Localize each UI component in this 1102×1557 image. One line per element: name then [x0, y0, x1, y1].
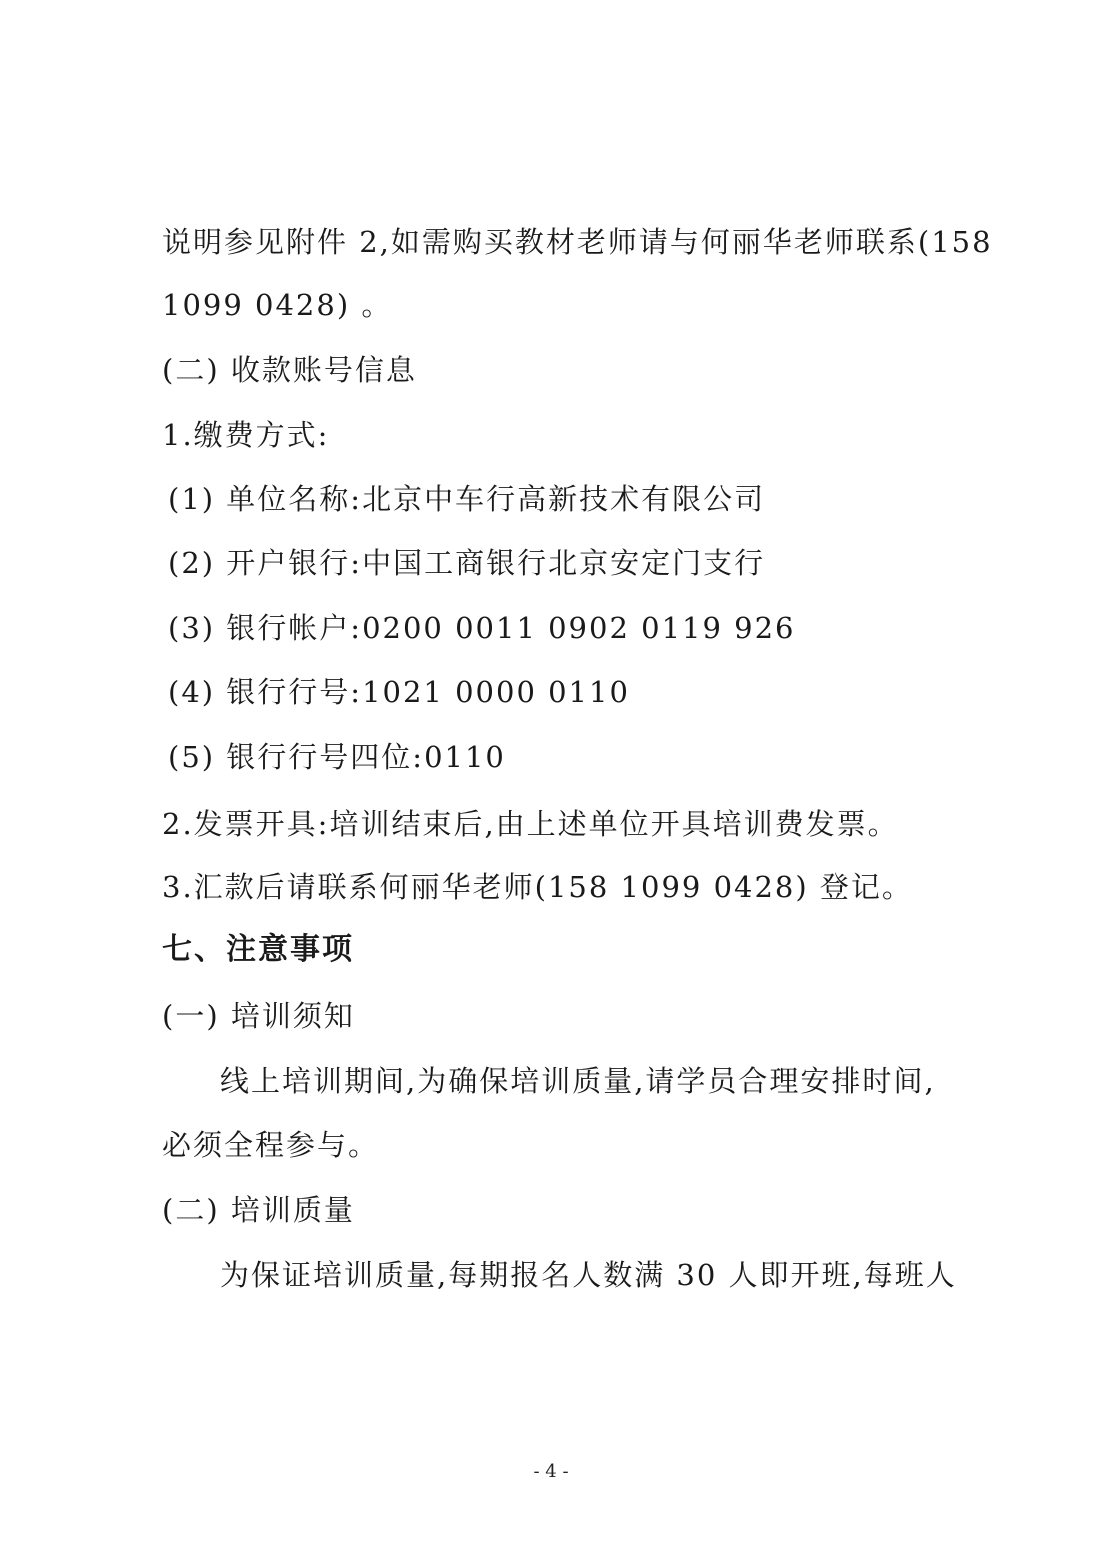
paragraph-text: 1099 0428) 。 [162, 288, 393, 322]
list-item: (4) 银行行号:1021 0000 0110 [168, 675, 630, 709]
list-item: (1) 单位名称:北京中车行高新技术有限公司 [168, 482, 766, 516]
section-heading: 七、注意事项 [162, 932, 354, 967]
subsection-heading: (二) 培训质量 [162, 1193, 355, 1227]
paragraph-text: 线上培训期间,为确保培训质量,请学员合理安排时间, [220, 1064, 936, 1098]
list-item: (5) 银行行号四位:0110 [168, 740, 506, 774]
list-item: 2.发票开具:培训结束后,由上述单位开具培训费发票。 [162, 807, 899, 841]
list-item: 3.汇款后请联系何丽华老师(158 1099 0428) 登记。 [162, 870, 913, 904]
page-number: - 4 - [533, 1461, 569, 1482]
paragraph-text: 为保证培训质量,每期报名人数满 30 人即开班,每班人 [220, 1258, 957, 1292]
list-item: (2) 开户银行:中国工商银行北京安定门支行 [168, 546, 766, 580]
subsection-heading: (一) 培训须知 [162, 999, 355, 1033]
list-item: (3) 银行帐户:0200 0011 0902 0119 926 [168, 611, 796, 645]
subsection-heading: (二) 收款账号信息 [162, 353, 417, 387]
list-item: 1.缴费方式: [162, 418, 330, 452]
paragraph-text: 必须全程参与。 [162, 1128, 380, 1162]
paragraph-text: 说明参见附件 2,如需购买教材老师请与何丽华老师联系(158 [162, 225, 993, 259]
